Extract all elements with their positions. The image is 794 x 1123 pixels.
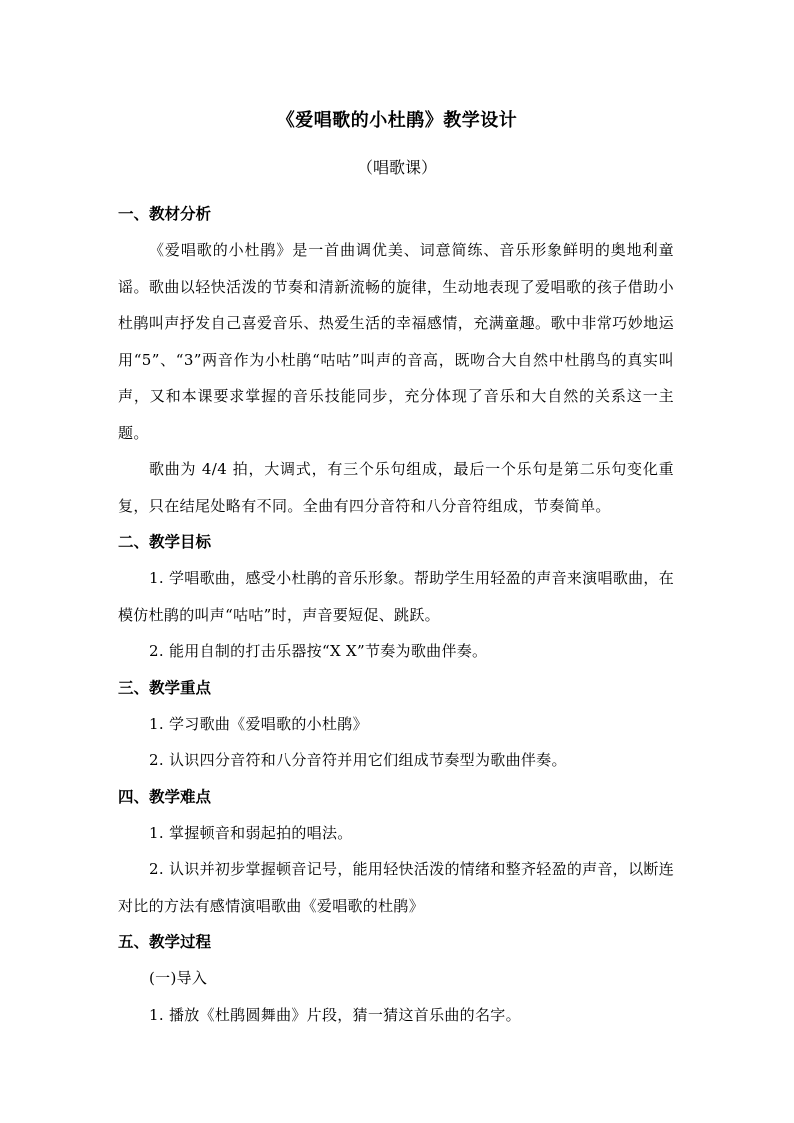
- list-item: 1. 掌握顿音和弱起拍的唱法。: [149, 823, 353, 842]
- list-item: 1. 学唱歌曲，感受小杜鹃的音乐形象。帮助学生用轻盈的声音来演唱歌曲，在模仿杜鹃的叫声“咕咕”时，声音要短促、跳跃。: [118, 569, 674, 624]
- list-item: 1. 播放《杜鹃圆舞曲》片段，猜一猜这首乐曲的名字。: [149, 1005, 521, 1024]
- section-heading: 二、教学目标: [118, 532, 212, 551]
- section-heading: 三、教学重点: [118, 677, 212, 697]
- section-heading: 五、教学过程: [118, 932, 212, 951]
- document-body: [118, 196, 674, 1033]
- section-teaching-process: [118, 924, 674, 1033]
- section-difficulties: [118, 779, 674, 925]
- section-teaching-goals: [118, 524, 674, 670]
- list-item: 2. 认识并初步掌握顿音记号，能用轻快活泼的情绪和整齐轻盈的声音，以断连对比的方法有感情演唱歌曲《爱唱歌的杜鹃》: [118, 860, 674, 915]
- list-item: 1. 学习歌曲《爱唱歌的小杜鹃》: [149, 714, 368, 733]
- list-item: 2. 能用自制的打击乐器按“X X”节奏为歌曲伴奏。: [149, 642, 488, 660]
- subsection-label: (一)导入: [149, 969, 208, 987]
- paragraph: 歌曲为 4/4 拍，大调式，有三个乐句组成，最后一个乐句是第二乐句变化重复，只在结尾处略有不同。全曲有四分音符和八分音符组成，节奏简单。: [118, 460, 674, 515]
- document-subtitle: （唱歌课）: [356, 158, 437, 177]
- section-heading: 一、教材分析: [118, 204, 212, 223]
- section-material-analysis: [118, 196, 674, 524]
- section-key-points: [118, 670, 674, 779]
- list-item: 2. 认识四分音符和八分音符并用它们组成节奏型为歌曲伴奏。: [149, 751, 567, 769]
- document-title: 《爱唱歌的小杜鹃》教学设计: [276, 110, 518, 131]
- section-heading: 四、教学难点: [118, 786, 212, 806]
- paragraph: 《爱唱歌的小杜鹃》是一首曲调优美、词意简练、音乐形象鲜明的奥地利童谣。歌曲以轻快活泼的节奏和清新流畅的旋律，生动地表现了爱唱歌的孩子借助小杜鹃叫声抒发自己喜爱音乐、热爱生活的幸福感情，充满童趣。歌中非常巧妙地运用“5”、“3”两音作为小杜鹃“咕咕”叫声的音高，既吻合大自然中杜鹃鸟的真实叫声，又和本课要求掌握的音乐技能同步，充分体现了音乐和大自然的关系这一主题。: [118, 241, 674, 442]
